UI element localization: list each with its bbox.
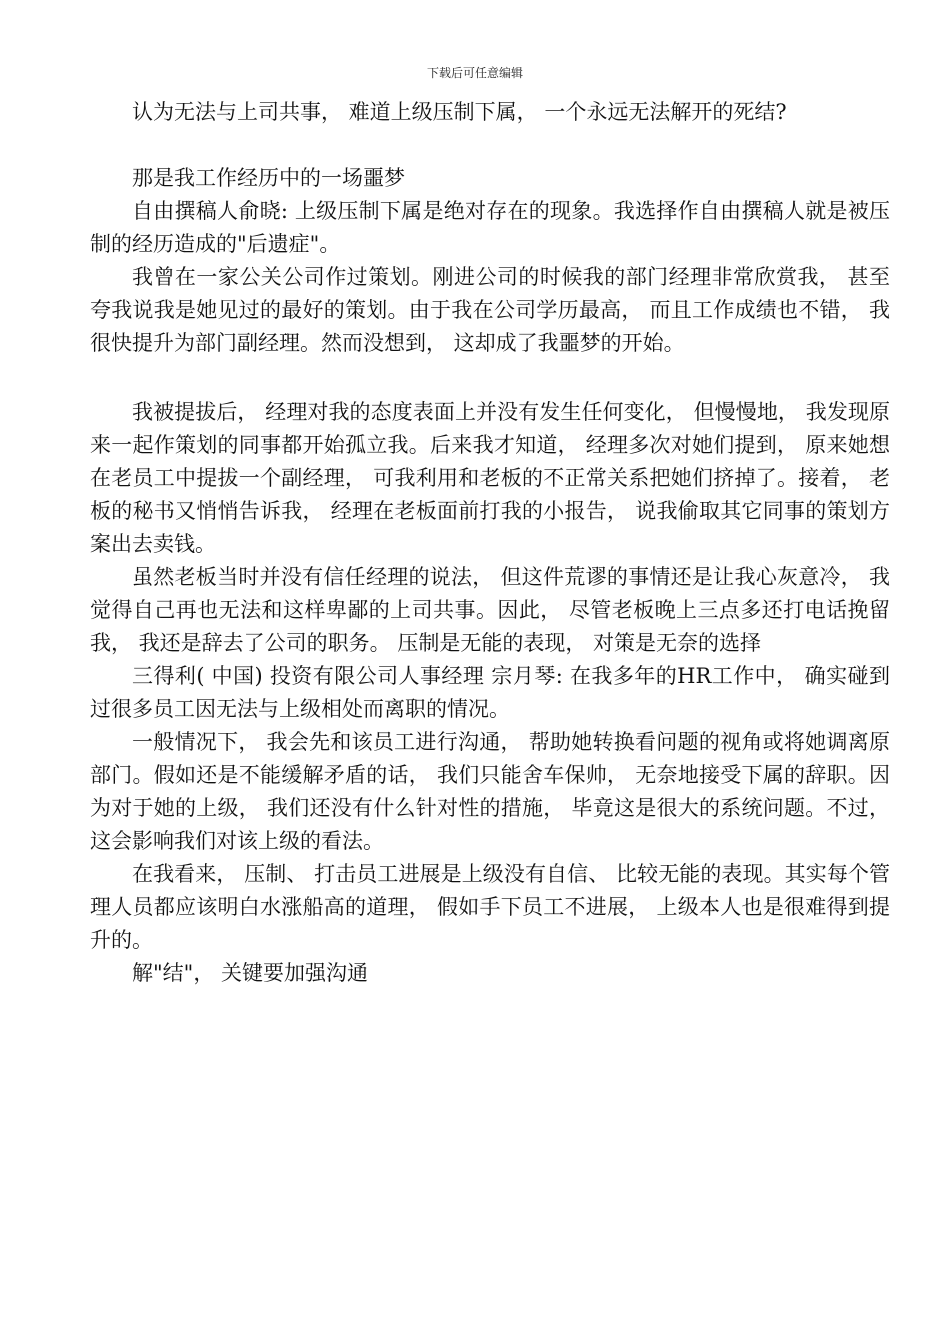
paragraph-7: 三得利( 中国) 投资有限公司人事经理 宗月琴: 在我多年的HR工作中， 确实碰到过很多员工因无法与上级相处而离职的情况。	[90, 664, 890, 721]
paragraph-10: 解"结"， 关键要加强沟通	[132, 961, 368, 985]
paragraph-5: 我被提拔后， 经理对我的态度表面上并没有发生任何变化， 但慢慢地， 我发现原来一起作策划的同事都开始孤立我。后来我才知道， 经理多次对她们提到， 原来她想在老员工中提拔一个副经理， 可我利用和老板的不正常关系把她们挤掉了。接着， 老板的秘书又悄悄告诉我， 经理在老板面前打我的小报告， 说我偷取其它同事的策划方案出去卖钱。	[90, 400, 890, 556]
paragraph-6: 虽然老板当时并没有信任经理的说法， 但这件荒谬的事情还是让我心灰意冷， 我觉得自己再也无法和这样卑鄙的上司共事。因此， 尽管老板晚上三点多还打电话挽留我， 我还是辞去了公司的职务。 压制是无能的表现， 对策是无奈的选择	[90, 565, 891, 655]
paragraph-1: 认为无法与上司共事， 难道上级压制下属， 一个永远无法解开的死结?	[132, 100, 787, 124]
page-header: 下载后可任意编辑	[426, 66, 523, 80]
paragraph-8: 一般情况下， 我会先和该员工进行沟通， 帮助她转换看问题的视角或将她调离原部门。假如还是不能缓解矛盾的话， 我们只能舍车保帅， 无奈地接受下属的辞职。因为对于她的上级， 我们还没有什么针对性的措施， 毕竟这是很大的系统问题。不过， 这会影响我们对该上级的看法。	[90, 730, 890, 853]
paragraph-3: 自由撰稿人俞晓: 上级压制下属是绝对存在的现象。我选择作自由撰稿人就是被压制的经历造成的"后遗症"。	[90, 199, 890, 256]
paragraph-4: 我曾在一家公关公司作过策划。刚进公司的时候我的部门经理非常欣赏我， 甚至夸我说我是她见过的最好的策划。由于我在公司学历最高， 而且工作成绩也不错， 我很快提升为部门副经理。然而没想到， 这却成了我噩梦的开始。	[90, 265, 890, 355]
paragraph-2: 那是我工作经历中的一场噩梦	[132, 166, 405, 190]
paragraph-9: 在我看来， 压制、 打击员工进展是上级没有自信、 比较无能的表现。其实每个管理人员都应该明白水涨船高的道理， 假如手下员工不进展， 上级本人也是很难得到提升的。	[90, 862, 890, 952]
document-body	[90, 96, 890, 990]
